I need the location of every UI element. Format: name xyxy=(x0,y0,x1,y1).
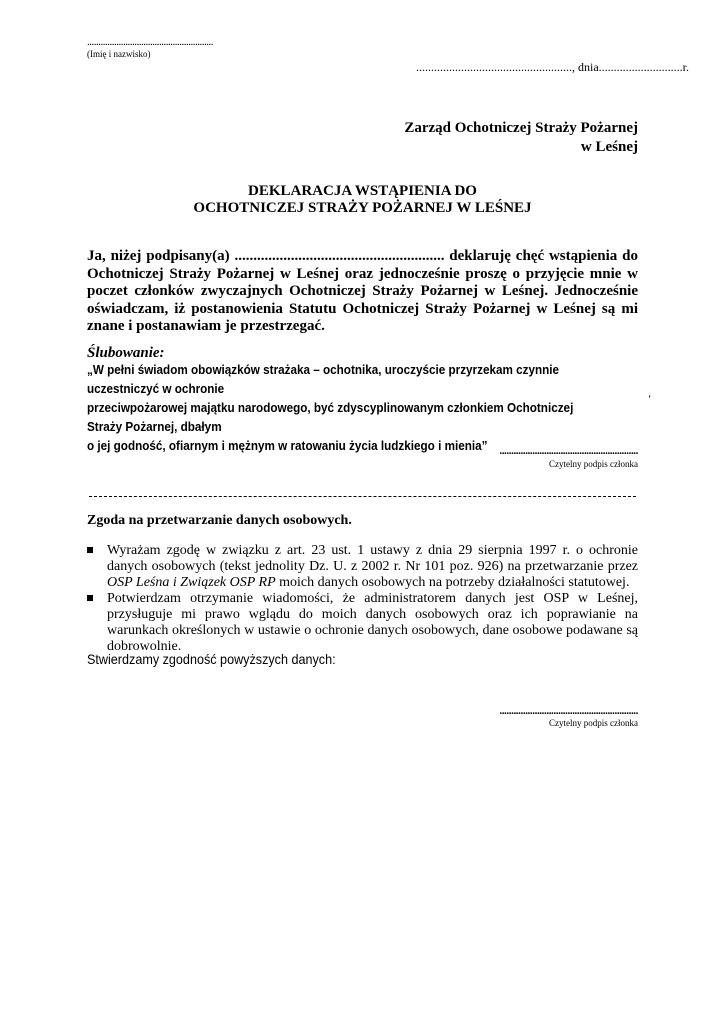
bullet-square-icon xyxy=(87,595,93,601)
consent-item-1-text-a: Wyrażam zgodę w związku z art. 23 ust. 1 ustawy z dnia 29 sierpnia 1997 r. o ochronie danych osobowych (tekst jednolity Dz. U. z 2002 r. Nr 101 poz. 926) na przetwarzanie przez xyxy=(107,543,638,574)
vow-line-2: przeciwpożarowej majątku narodowego, być zdyscyplinowanym członkiem Ochotniczej Straży Pożarnej, dbałym xyxy=(87,400,574,434)
stray-mark: ‘ xyxy=(648,394,652,405)
signature-label-2: Czytelny podpis członka xyxy=(549,718,638,728)
addressee-block xyxy=(404,119,638,157)
vow-line-1: „W pełni świadom obowiązków strażaka – ochotnika, uroczyście przyrzekam czynnie uczestniczyć w ochronie xyxy=(87,362,560,396)
vow-text xyxy=(87,360,596,455)
section-divider xyxy=(89,496,636,497)
consent-item-2 xyxy=(87,591,638,655)
consent-heading: Zgoda na przetwarzanie danych osobowych. xyxy=(87,513,352,528)
consent-list xyxy=(87,543,638,655)
signature-dots-2: ........................................................... xyxy=(499,705,638,717)
consent-item-2-text: Potwierdzam otrzymanie wiadomości, że administratorem danych jest OSP w Leśnej, przysługuje mi prawo wglądu do moich danych osobowych oraz ich poprawianie na warunkach określonych w ustawie o ochronie danych osobowych, dane osobowe podawane są dobrowolnie. xyxy=(107,591,638,654)
title-line-2: OCHOTNICZEJ STRAŻY POŻARNEJ W LEŚNEJ xyxy=(193,200,532,216)
addressee-line-2: w Leśnej xyxy=(580,139,638,155)
title-line-1: DEKLARACJA WSTĄPIENIA DO xyxy=(248,183,477,199)
bullet-square-icon xyxy=(87,547,93,553)
vow-label: Ślubowanie: xyxy=(87,345,165,361)
confirmation-text: Stwierdzamy zgodność powyższych danych: xyxy=(87,651,336,667)
document-title xyxy=(87,183,638,217)
name-label: (Imię i nazwisko) xyxy=(87,49,151,59)
addressee-line-1: Zarząd Ochotniczej Straży Pożarnej xyxy=(404,120,638,136)
consent-item-1 xyxy=(87,543,638,591)
name-dots-line: ........................................................ xyxy=(87,36,213,48)
consent-item-1-italic: OSP Leśna i Związek OSP RP xyxy=(107,575,276,590)
signature-label-1: Czytelny podpis członka xyxy=(549,459,638,469)
consent-item-1-text-b: moich danych osobowych na potrzeby działalności statutowej. xyxy=(275,575,630,590)
place-date-line: ...................................................., dnia............................r. xyxy=(416,60,689,74)
vow-line-3: o jej godność, ofiarnym i mężnym w ratowaniu życia ludzkiego i mienia” xyxy=(87,438,488,453)
declaration-paragraph: Ja, niżej podpisany(a) ........................................................ deklaruję chęć wstąpienia do Ochotniczej Straży Pożarnej w Leśnej oraz jednocześnie proszę o przyjęcie mnie w poczet członków zwyczajnych Ochotniczej Straży Pożarnej w Leśnej. Jednocześnie oświadczam, iż postanowienia Statutu Ochotniczej Straży Pożarnej w Leśnej są mi znane i postanawiam je przestrzegać. xyxy=(87,248,638,334)
signature-dots-1: ........................................................... xyxy=(499,445,638,457)
